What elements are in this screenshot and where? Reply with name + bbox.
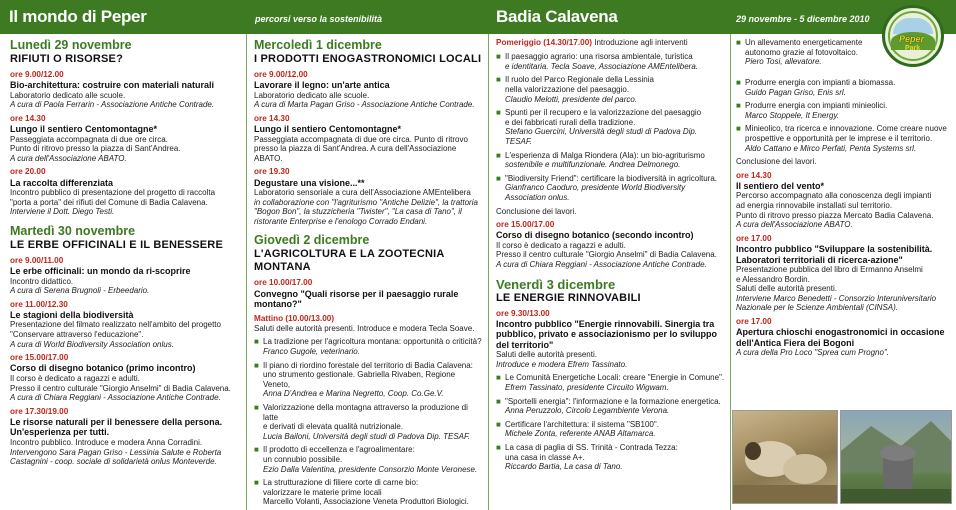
bullet-icon: ■ bbox=[496, 52, 501, 62]
talk-title: Spunti per il recupero e la valorizzazione del paesaggio bbox=[505, 108, 702, 118]
talk-item bbox=[736, 124, 950, 153]
event-title: Lungo il sentiero Centomontagne* bbox=[10, 124, 158, 135]
header-subtitle: percorsi verso la sostenibilità bbox=[255, 14, 383, 24]
event-title: Le risorse naturali per il benessere della persona. Un'esperienza per tutti. bbox=[10, 416, 223, 438]
event-title: Il sentiero del vento* bbox=[736, 180, 825, 191]
day-heading: Giovedì 2 dicembre bbox=[254, 233, 370, 248]
event-text: "porta a porta" dei rifiuti del Comune di Badia Calavena. bbox=[10, 197, 208, 207]
event-credit: A cura di Chiara Reggiani - Associazione Antiche Contrade. bbox=[496, 260, 707, 269]
event-credit: Introduce e modera Efrem Tassinato. bbox=[496, 359, 628, 369]
event-credit: A cura della Pro Loco "Sprea cum Progno". bbox=[736, 348, 890, 358]
photo-monument bbox=[840, 410, 952, 504]
bullet-icon: ■ bbox=[254, 445, 259, 455]
event-text: Incontro pubblico di presentazione del progetto di raccolta bbox=[10, 188, 216, 198]
talk-title: Il ruolo del Parco Regionale della Lessinia bbox=[505, 75, 654, 85]
talk-speaker: Lucia Bailoni, Università degli studi di Padova Dip. TESAF. bbox=[263, 431, 471, 441]
talk-title: Le Comunità Energetiche Locali: creare "Energie in Comune". bbox=[505, 373, 725, 383]
event-time: ore 17.30/19.00 bbox=[10, 406, 69, 416]
column-4 bbox=[736, 78, 950, 358]
event-text: Laboratorio sensoriale a cura dell'Associazione AMEntelibera bbox=[254, 188, 471, 198]
talk-speaker: Riccardo Bartia, La casa di Tano. bbox=[505, 462, 623, 472]
talk-title: e dei fabbricati rurali della tradizione. bbox=[505, 117, 636, 127]
closing-note: Conclusione dei lavori. bbox=[496, 206, 577, 216]
closing-note: Conclusione dei lavori. bbox=[736, 157, 817, 167]
talk-item bbox=[736, 38, 881, 67]
talk-speaker: Efrem Tassinato, presidente Circuito Wigwam. bbox=[505, 383, 669, 393]
talk-speaker: e identitaria. Tecla Soave, Associazione AMEntelibera. bbox=[505, 61, 698, 71]
event-title: La raccolta differenziata bbox=[10, 177, 114, 188]
talk-item bbox=[496, 443, 726, 472]
talk-title: una casa in classe A+. bbox=[505, 452, 585, 462]
event-credit: A cura di Chiara Reggiani - Associazione Antiche Contrade. bbox=[10, 393, 221, 403]
talk-item bbox=[254, 478, 484, 507]
event-text: Presentazione pubblica del libro di Ermanno Anselmi bbox=[736, 265, 923, 275]
talk-item bbox=[496, 52, 726, 71]
event-text: ad energia rinnovabile installati sul territorio. bbox=[736, 201, 893, 211]
session-time: Pomeriggio (14.30/17.00) bbox=[496, 38, 593, 47]
header-dates: 29 novembre - 5 dicembre 2010 bbox=[736, 14, 870, 24]
event-credit: A cura di Marta Pagan Griso - Associazione Antiche Contrade. bbox=[254, 100, 475, 110]
talk-speaker: Ezio Dalla Valentina, presidente Consorzio Monte Veronese. bbox=[263, 464, 478, 474]
section-title: LE ERBE OFFICINALI E IL BENESSERE bbox=[10, 238, 223, 251]
event-title: Lavorare il legno: un'arte antica bbox=[254, 80, 390, 91]
talk-speaker: Association onlus. bbox=[505, 192, 570, 202]
event-title: Bio-architettura: costruire con materiali naturali bbox=[10, 80, 215, 91]
event-text: Il corso è dedicato a ragazzi e adulti. bbox=[496, 240, 626, 250]
peper-park-logo bbox=[882, 5, 944, 67]
bullet-icon: ■ bbox=[496, 419, 501, 429]
event-credit: in collaborazione con "l'agriturismo "Antiche Delizie", la trattoria bbox=[254, 197, 478, 207]
talk-speaker: Claudio Melotti, presidente del parco. bbox=[505, 94, 638, 104]
event-title: Convegno "Quali risorse per il paesaggio rurale montano?" bbox=[254, 288, 459, 310]
talk-speaker: Michele Zonta, referente ANAB Altamarca. bbox=[505, 429, 656, 439]
talk-item bbox=[496, 397, 726, 416]
event-time: ore 9.00/12.00 bbox=[254, 70, 308, 79]
talk-speaker: Guido Pagan Griso, Enis srl. bbox=[745, 87, 846, 97]
day-heading: Martedì 30 novembre bbox=[10, 223, 136, 238]
talk-title: "Sportelli energia": l'informazione e la formazione energetica. bbox=[505, 396, 721, 406]
talk-title: Il prodotto di eccellenza e l'agroalimentare: bbox=[263, 445, 415, 455]
bullet-icon: ■ bbox=[736, 38, 741, 47]
event-time: ore 20.00 bbox=[10, 167, 46, 177]
talk-speaker: Stefano Guercini, Università degli studi di Padova Dip. TESAF. bbox=[505, 127, 698, 146]
talk-title: valorizzare le materie prime locali bbox=[263, 487, 382, 497]
header-title-left: Il mondo di Peper bbox=[9, 7, 147, 26]
event-credit: Nazionale per le Scienze Ambientali (CINSA). bbox=[736, 303, 898, 313]
header-band bbox=[0, 0, 956, 34]
talk-item bbox=[496, 75, 726, 104]
talk-speaker: sostenibile e multifunzionale. Andrea Delmonego. bbox=[505, 160, 681, 170]
talk-title: Minieolico, tra ricerca e innovazione. Come creare nuove bbox=[745, 124, 947, 134]
talk-title: "Biodiversity Friend": certificare la biodiversità in agricoltura. bbox=[505, 173, 717, 183]
event-credit: Castagnini - coop. sociale di solidarietà onlus Monteverde. bbox=[10, 457, 217, 467]
talk-item bbox=[254, 445, 484, 474]
event-title: Apertura chioschi enogastronomici in occasione dell'Antica Fiera dei Bogoni bbox=[736, 327, 945, 348]
talk-title: nella valorizzazione del paesaggio. bbox=[505, 84, 630, 94]
session-time: Mattino (10.00/13.00) bbox=[254, 313, 335, 323]
event-credit: A cura dell'Associazione ABATO. bbox=[736, 220, 853, 230]
bullet-icon: ■ bbox=[254, 337, 259, 347]
event-text: Il corso è dedicato a ragazzi e adulti. bbox=[10, 373, 140, 383]
event-time: ore 14.30 bbox=[254, 113, 290, 123]
sheep-illustration bbox=[733, 411, 837, 503]
event-credit: ristorante Enterprise e l'enologo Corrado Endani. bbox=[254, 216, 428, 226]
event-credit: A cura di Paola Ferrarin - Associazione Antiche Contrade. bbox=[10, 100, 215, 110]
column-2 bbox=[254, 38, 484, 507]
bullet-icon: ■ bbox=[254, 478, 259, 488]
event-credit: Interviene Marco Benedetti - Consorzio Interuniversitario bbox=[736, 293, 937, 303]
talk-title: autonomo grazie al fotovoltaico. bbox=[745, 47, 858, 57]
event-text: Passeggiata accompagnata di due ore circa. bbox=[10, 134, 168, 144]
section-title: I PRODOTTI ENOGASTRONOMICI LOCALI bbox=[254, 53, 482, 65]
event-time: ore 10.00/17.00 bbox=[254, 278, 313, 288]
talk-title: Il piano di riordino forestale del territorio di Badia Calavena: bbox=[263, 360, 473, 370]
event-text: Passeggiata accompagnata di due ore circa. Punto di ritrovo bbox=[254, 134, 468, 144]
event-title: Le stagioni della biodiversità bbox=[10, 309, 134, 320]
event-text: Incontro didattico. bbox=[10, 276, 74, 286]
column-3 bbox=[496, 38, 726, 472]
bullet-icon: ■ bbox=[254, 360, 259, 370]
event-time: ore 15.00/17.00 bbox=[496, 220, 555, 230]
bullet-icon: ■ bbox=[254, 403, 259, 413]
event-text: presso la piazza di Sant'Andrea. A cura dell'Associazione ABATO. bbox=[254, 144, 457, 163]
talk-item bbox=[736, 78, 950, 97]
talk-speaker: Anna D'Andrea e Marina Negretto, Coop. Co.Ge.V. bbox=[263, 389, 444, 399]
bullet-icon: ■ bbox=[496, 396, 501, 406]
event-title: Le erbe officinali: un mondo da ri-scoprire bbox=[10, 266, 191, 277]
event-text: Presso il centro culturale "Giorgio Anselmi" di Badia Calavena. bbox=[10, 383, 231, 393]
event-credit: Intervengono Sara Pagan Griso - Lessinia Salute e Roberta bbox=[10, 447, 222, 457]
talk-title: Valorizzazione della montagna attraverso la produzione di latte bbox=[263, 403, 468, 422]
talk-item bbox=[496, 108, 726, 146]
day-heading: Venerdì 3 dicembre bbox=[496, 276, 616, 292]
event-time: ore 11.00/12.30 bbox=[10, 299, 68, 309]
logo-sub: Park bbox=[905, 45, 921, 52]
event-text: Saluti delle autorità presenti. bbox=[496, 350, 597, 360]
bullet-icon: ■ bbox=[496, 173, 501, 183]
talk-speaker: Franco Gugole, veterinario. bbox=[263, 347, 360, 357]
bullet-icon: ■ bbox=[496, 443, 501, 453]
event-time: ore 14.30 bbox=[736, 170, 772, 180]
talk-title: e derivati di elevata qualità nutrizionale. bbox=[263, 422, 404, 432]
event-time: ore 9.00/11.00 bbox=[10, 255, 64, 265]
talk-speaker: Anna Peruzzolo, Circolo Legambiente Verona. bbox=[505, 406, 670, 416]
section-title: RIFIUTI O RISORSE? bbox=[10, 53, 123, 65]
talk-title: Certificare l'architettura: il sistema "SB100". bbox=[505, 419, 659, 429]
column-4-top bbox=[736, 38, 881, 67]
monument-illustration bbox=[841, 411, 951, 503]
section-title: LE ENERGIE RINNOVABILI bbox=[496, 291, 641, 304]
event-text: Presentazione del filmato realizzato nell'ambito del progetto bbox=[10, 320, 221, 330]
bullet-icon: ■ bbox=[736, 101, 741, 111]
talk-title: Produrre energia con impianti a biomassa. bbox=[745, 78, 896, 87]
event-time: ore 15.00/17.00 bbox=[10, 353, 69, 363]
column-1 bbox=[10, 38, 242, 467]
talk-item bbox=[736, 101, 950, 120]
column-divider bbox=[730, 34, 731, 510]
bullet-icon: ■ bbox=[736, 124, 741, 134]
event-credit: A cura di Serena Brugnoli - Erbeedario. bbox=[10, 286, 150, 296]
photo-sheep bbox=[732, 410, 838, 504]
day-heading: Mercoledì 1 dicembre bbox=[254, 38, 382, 52]
event-text: Presso il centro culturale "Giorgio Anselmi" di Badia Calavena. bbox=[496, 250, 717, 260]
talk-title: La tradizione per l'agricoltura montana: opportunità o criticità? bbox=[263, 337, 482, 347]
bullet-icon: ■ bbox=[496, 108, 501, 118]
event-time: ore 9.30/13.00 bbox=[496, 308, 550, 318]
event-credit: "Bogon Bon", la stuzzicheria "Twister", "La casa di Tano", il bbox=[254, 207, 462, 217]
bullet-icon: ■ bbox=[496, 150, 501, 160]
event-title: Lungo il sentiero Centomontagne* bbox=[254, 124, 402, 135]
talk-speaker: Piero Tosi, allevatore. bbox=[745, 57, 822, 67]
column-divider bbox=[488, 34, 489, 510]
talk-speaker: Marcello Volanti, Associazione Veneta Produttori Biologici. bbox=[263, 497, 469, 507]
talk-item bbox=[496, 174, 726, 203]
event-text: "Conservare attraverso l'educazione". bbox=[10, 330, 144, 340]
talk-title: uno strumento gestionale. Gabriella Rivaben, Regione Veneto, bbox=[263, 370, 456, 389]
bullet-icon: ■ bbox=[736, 78, 741, 87]
talk-speaker: Marco Stoppele, It Energy. bbox=[745, 110, 840, 120]
event-text: Punto di ritrovo presso la piazza di Sant'Andrea. bbox=[10, 144, 181, 154]
section-title: L'AGRICOLTURA E LA ZOOTECNIA MONTANA bbox=[254, 248, 445, 274]
column-divider bbox=[246, 34, 247, 510]
event-time: ore 17.00 bbox=[736, 233, 772, 243]
event-title: Corso di disegno botanico (primo incontro) bbox=[10, 363, 196, 374]
event-time: ore 14.30 bbox=[10, 113, 46, 123]
event-text: Saluti delle autorità presenti. bbox=[736, 284, 837, 294]
event-title: Incontro pubblico "Sviluppare la sostenibilità. Laboratori territoriali di ricerca-azione" bbox=[736, 244, 933, 265]
event-credit: A cura dell'Associazione ABATO. bbox=[10, 153, 127, 163]
talk-title: La casa di paglia di SS. Trinità - Contrada Tezza: bbox=[505, 443, 678, 453]
event-time: ore 19.30 bbox=[254, 167, 290, 177]
event-time: ore 17.00 bbox=[736, 317, 772, 326]
talk-title: L'esperienza di Malga Riondera (Ala): un bio-agriturismo bbox=[505, 150, 705, 160]
talk-title: La strutturazione di filiere corte di carne bio: bbox=[263, 478, 419, 488]
session-intro: Saluti delle autorità presenti. Introduce e modera Tecla Soave. bbox=[254, 323, 475, 333]
talk-title: un connubio possibile. bbox=[263, 454, 343, 464]
event-text: Laboratorio dedicato alle scuole. bbox=[10, 90, 126, 100]
session-intro: Introduzione agli interventi bbox=[594, 38, 688, 47]
talk-speaker: Gianfranco Caoduro, presidente World Biodiversity bbox=[505, 183, 686, 193]
day-heading: Lunedì 29 novembre bbox=[10, 38, 132, 52]
event-text: Percorso accompagnato alla conoscenza degli impianti bbox=[736, 191, 932, 201]
event-text: Incontro pubblico. Introduce e modera Anna Corradini. bbox=[10, 437, 203, 447]
talk-item bbox=[254, 337, 484, 356]
logo-name: Peper bbox=[899, 34, 925, 44]
talk-speaker: Aldo Cattano e Mirco Perfati, Penta Systems srl. bbox=[745, 143, 917, 153]
talk-item bbox=[496, 151, 726, 170]
talk-title: Un allevamento energeticamente bbox=[745, 38, 863, 47]
event-text: e Alessandro Bordin. bbox=[736, 274, 810, 284]
event-credit: Interviene il Dott. Diego Testi. bbox=[10, 207, 115, 217]
bullet-icon: ■ bbox=[496, 373, 501, 383]
talk-item bbox=[254, 403, 484, 441]
talk-item bbox=[496, 420, 726, 439]
talk-item bbox=[496, 373, 726, 392]
talk-title: prospettive e opportunità per le imprese e il territorio. bbox=[745, 133, 933, 143]
bullet-icon: ■ bbox=[496, 75, 501, 85]
header-title-mid: Badia Calavena bbox=[496, 7, 618, 26]
talk-title: Produrre energia con impianti minieolici. bbox=[745, 101, 888, 111]
event-time: ore 9.00/12.00 bbox=[10, 70, 64, 79]
event-title: Incontro pubblico "Energie rinnovabili. Sinergia tra pubblico, privato e associazionismo per lo sviluppo del territorio" bbox=[496, 318, 718, 350]
event-credit: A cura di World Biodiversity Association onlus. bbox=[10, 339, 174, 349]
event-title: Corso di disegno botanico (secondo incontro) bbox=[496, 230, 694, 241]
event-text: Laboratorio dedicato alle scuole. bbox=[254, 90, 370, 100]
event-text: Punto di ritrovo presso piazza Mercato Badia Calavena. bbox=[736, 210, 934, 220]
talk-item bbox=[254, 361, 484, 399]
talk-title: Il paesaggio agrario: una risorsa ambientale, turistica bbox=[505, 52, 693, 62]
event-title: Degustare una visione...** bbox=[254, 177, 365, 188]
